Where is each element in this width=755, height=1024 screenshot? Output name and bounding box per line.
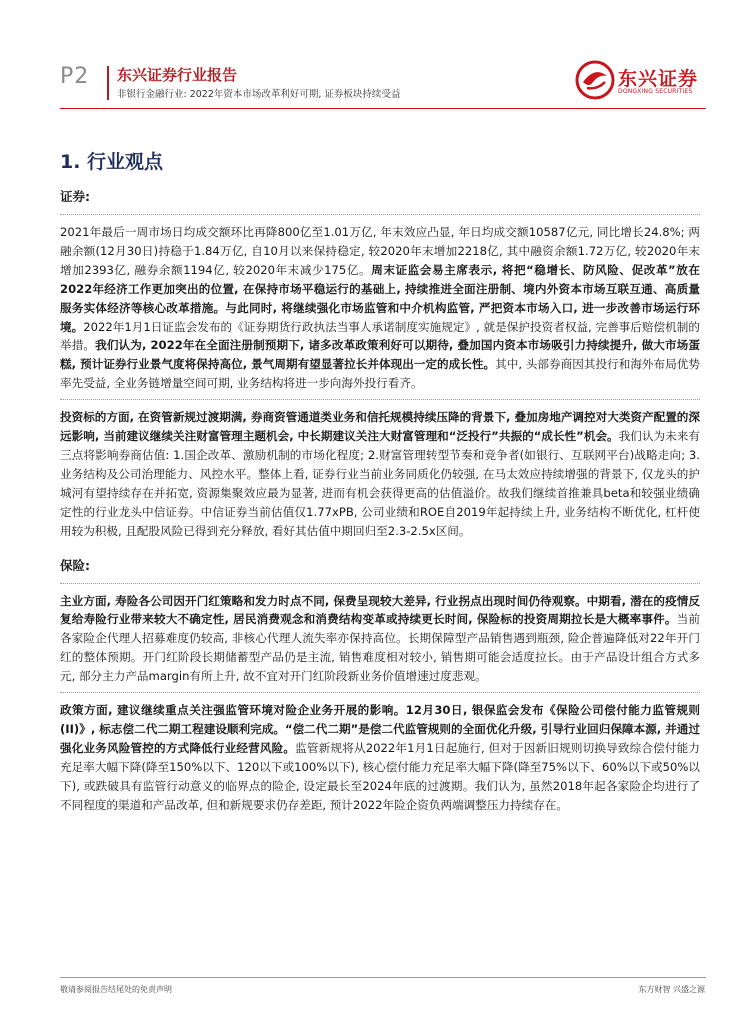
text-run: 2021年最后一周市场日均成交额环比再降800亿至1.01万亿, 年末效应凸显, 年日均成交额10587亿元, 同比增长24.8%; 两融余额(12月30日)持稳于1.84万亿, 自10月以来保持稳定, 较2020年末增加2218亿, 其中融资余额1.72万亿, 较2020年末增加2393亿, 融券余额1194亿, 较2020年末减少175亿。 <box>60 225 700 277</box>
securities-label: 证券: <box>60 189 90 204</box>
securities-paragraph-2 <box>60 408 700 540</box>
bold-text-run: 我们认为, 2022年在全面注册制预期下, 诸多改革政策利好可以期待, 叠加国内资本市场吸引力持续提升, 做大市场蛋糕, 预计证券行业景气度将保持高位, 景气周期有望显著拉长并体现出一定的成长性。 <box>60 338 700 372</box>
dotted-divider <box>60 692 700 693</box>
bold-text-run: 主业方面, 寿险各公司因开门红策略和发力时点不同, 保费呈现较大差异, 行业拐点出现时间仍待观察。中期看, 潜在的疫情反复给寿险行业带来较大不确定性, 居民消费观念和消费结构变革或持续更长时间, 保险标的投资周期拉长是大概率事件。 <box>60 593 700 627</box>
logo-text-cn: 东兴证券 <box>618 68 699 90</box>
header-divider <box>107 66 109 100</box>
logo-text-en: DONGXING SECURITIES <box>618 88 693 95</box>
page-number: P2 <box>60 64 90 89</box>
text-run: 其中, 头部券商因其投行和海外布局优势率先受益, 全业务链增量空间可期, 业务结构将进一步向海外投行看齐。 <box>60 357 700 391</box>
footer-rule <box>60 977 706 978</box>
bold-text-run: 政策方面, 建议继续重点关注强监管环境对险企业务开展的影响。12月30日, 银保监会发布《保险公司偿付能力监管规则(II)》, 标志偿二代二期工程建设顺利完成。“偿二代二期”是偿二代监管规则的全面优化升级, 引导行业回归保障本源, 并通过强化业务风险管控的方式降低行业经营风险。 <box>60 703 700 755</box>
dotted-divider <box>60 214 700 215</box>
dotted-divider <box>60 399 700 400</box>
footer-disclaimer: 敬请参阅报告结尾处的免责声明 <box>60 985 172 994</box>
section-title: 1. 行业观点 <box>60 151 164 173</box>
text-run: 我们认为未来有三点将影响券商估值: 1.国企改革、激励机制的市场化程度; 2.财富管理转型节奏和竞争者(如银行、互联网平台)战略走向; 3.业务结构及公司治理能力、风控水平。整体上看, 证券行业当前业务同质化仍较强, 在马太效应持续增强的背景下, 仅龙头的护城河有望持续存在并拓宽, 资源集聚效应最为显著, 进而有机会获得更高的估值溢价。故我们继续首推兼具beta和较强业绩确定性的行业龙头中信证券。中信证券当前估值仅1.77xPB, 公司业绩和ROE自2019年起持续上升, 业务结构不断优化, 杠杆使用较为积极, 且配股风险已得到充分释放, 看好其估值中期回归至2.3-2.5x区间。 <box>60 429 700 538</box>
report-subtitle: 非银行金融行业: 2022年资本市场改革利好可期, 证券板块持续受益 <box>117 89 401 100</box>
company-logo <box>575 60 705 104</box>
text-run: 当前各家险企代理人招募难度仍较高, 非核心代理人流失率亦保持高位。长期保障型产品销售遇到瓶颈, 险企普遍降低对22年开门红的整体预期。开门红阶段长期储蓄型产品仍是主流, 销售难度相对较小, 销售期可能会适度拉长。由于产品设计组合方式多元, 部分主力产品margin有所上升, 故不宜对开门红阶段新业务价值增速过度悲观。 <box>60 612 700 684</box>
report-title: 东兴证券行业报告 <box>117 66 238 84</box>
footer-slogan: 东方财智 兴盛之源 <box>638 985 705 994</box>
text-run: 2022年1月1日证监会发布的《证券期货行政执法当事人承诺制度实施规定》, 就是保护投资者权益, 完善事后赔偿机制的举措。 <box>60 319 700 353</box>
report-body <box>60 186 700 818</box>
page-header <box>0 62 755 110</box>
insurance-paragraph-2 <box>60 701 700 814</box>
insurance-paragraph-1 <box>60 592 700 687</box>
text-run: 监管新规将从2022年1月1日起施行, 但对于因新旧规则切换导致综合偿付能力充足率大幅下降(降至150%以下、120以下或100%以下), 核心偿付能力充足率大幅下降(降至75%以下、60%以下或50%以下), 或跌破具有监管行动意义的临界点的险企, 设定最长至2024年底的过渡期。我们认为, 虽然2018年起各家险企均进行了不同程度的渠道和产品改革, 但和新规要求仍存差距, 预计2022年险企资负两端调整压力持续存在。 <box>60 740 700 812</box>
dotted-divider <box>60 583 700 584</box>
bold-text-run: 投资标的方面, 在资管新规过渡期满, 券商资管通道类业务和信托规模持续压降的背景下, 叠加房地产调控对大类资产配置的深远影响, 当前建议继续关注财富管理主题机会, 中长期建议关注大财富管理和“泛投行”共振的“成长性”机会。 <box>60 410 700 444</box>
securities-paragraph-1 <box>60 223 700 393</box>
bold-text-run: 周末证监会易主席表示, 将把“稳增长、防风险、促改革”放在2022年经济工作更加突出的位置, 在保持市场平稳运行的基础上, 持续推进全面注册制、境内外资本市场互联互通、高质量服务实体经济等核心改革措施。与此同时, 将继续强化市场监管和中介机构监管, 严把资本市场入口, 进一步改善市场运行环境。 <box>60 262 700 334</box>
logo-mark-icon <box>575 60 615 100</box>
header-rule <box>60 108 706 109</box>
insurance-label: 保险: <box>60 557 90 573</box>
